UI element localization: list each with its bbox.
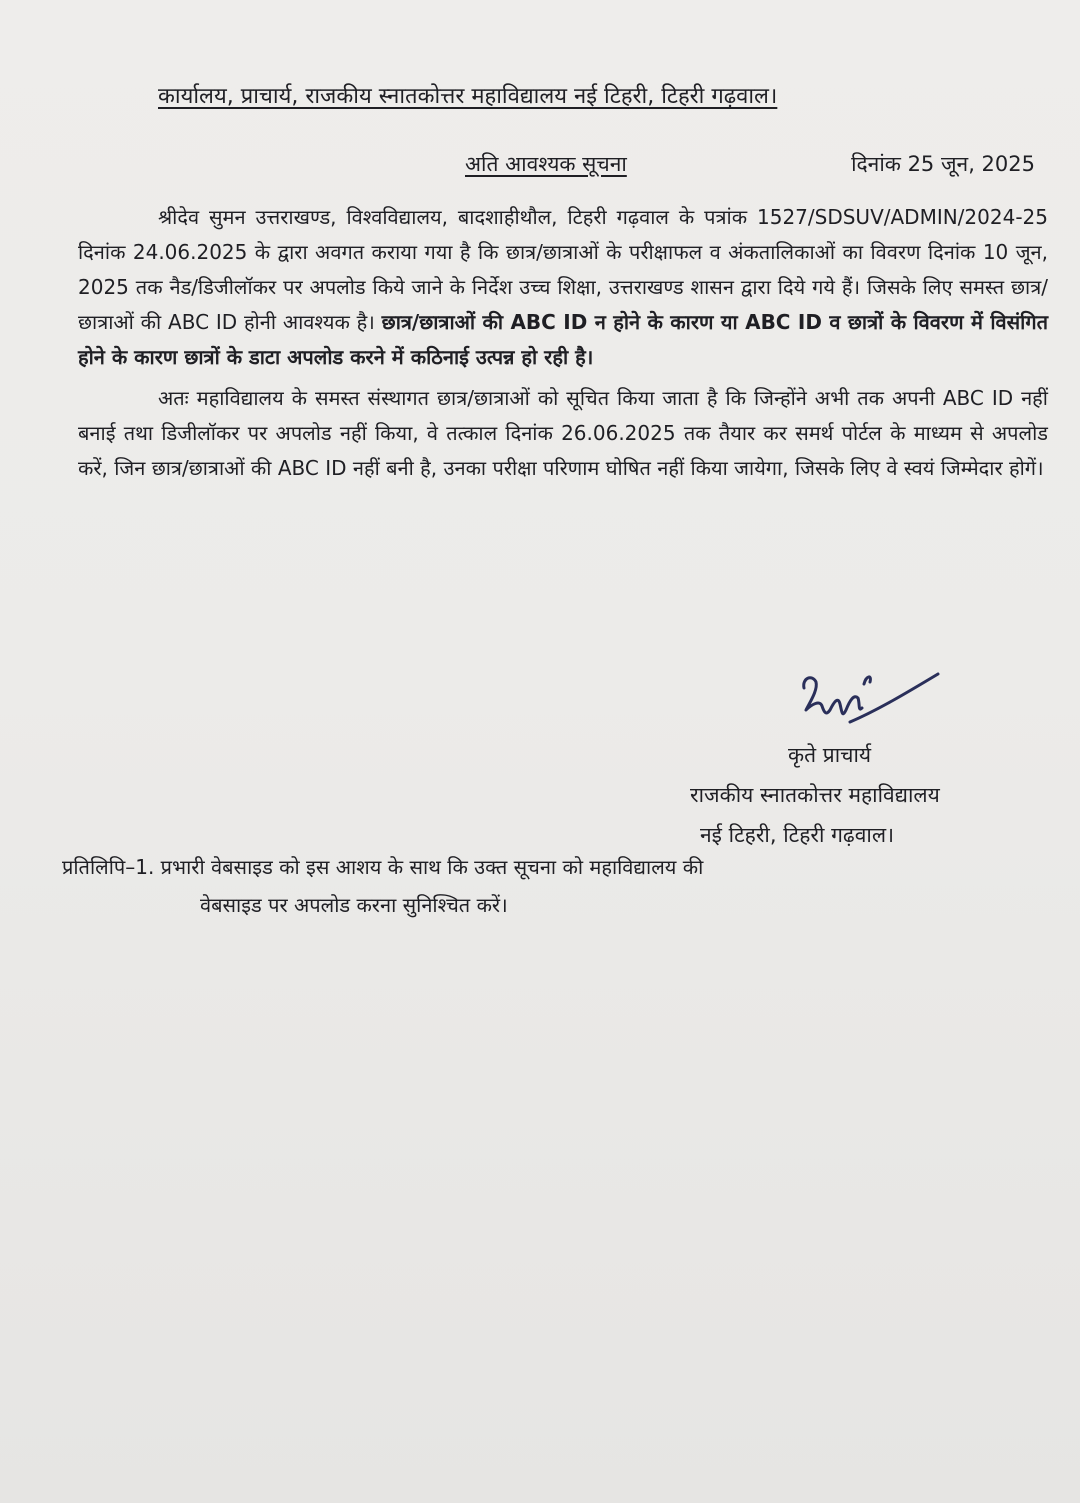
notice-subject: अति आवश्यक सूचना xyxy=(465,152,627,176)
copy-to-section xyxy=(62,848,1032,924)
copy-to-line-2: वेबसाइड पर अपलोड करना सुनिश्चित करें। xyxy=(200,893,508,917)
notice-date: दिनांक 25 जून, 2025 xyxy=(851,152,1035,176)
signatory-block xyxy=(690,735,1040,855)
body-paragraph-1-text: श्रीदेव सुमन उत्तराखण्ड, विश्वविद्यालय, बादशाहीथौल, टिहरी गढ़वाल के पत्रांक 1527/SDSUV/ADMIN/2024-25 दिनांक 24.06.2025 के द्वारा अवगत कराया गया है कि छात्र/छात्राओं के परीक्षाफल व अंकतालिकाओं का विवरण दिनांक 10 जून, 2025 तक नैड/डिजीलॉकर पर अपलोड किये जाने के निर्देश उच्च शिक्षा, उत्तराखण्ड शासन द्वारा दिये गये हैं। जिसके लिए समस्त छात्र/छात्राओं की ABC ID होनी आवश्यक है। xyxy=(78,205,1048,334)
body-paragraph-1-bold-text: छात्र/छात्राओं की ABC ID न होने के कारण या ABC ID व छात्रों के विवरण में विसंगित होने के कारण छात्रों के डाटा अपलोड करने में कठिनाई उत्पन्न हो रही है। xyxy=(78,310,1048,369)
signatory-location: नई टिहरी, टिहरी गढ़वाल। xyxy=(700,823,895,847)
signatory-institution: राजकीय स्नातकोत्तर महाविद्यालय xyxy=(690,783,940,807)
copy-to-line-1: प्रतिलिपि–1. प्रभारी वेबसाइड को इस आशय के साथ कि उक्त सूचना को महाविद्यालय की xyxy=(62,855,704,879)
body-paragraph-2: अतः महाविद्यालय के समस्त संस्थागत छात्र/छात्राओं को सूचित किया जाता है कि जिन्होंने अभी तक अपनी ABC ID नहीं बनाई तथा डिजीलॉकर पर अपलोड नहीं किया, वे तत्काल दिनांक 26.06.2025 तक तैयार कर समर्थ पोर्टल के माध्यम से अपलोड करें, जिन छात्र/छात्राओं की ABC ID नहीं बनी है, उनका परीक्षा परिणाम घोषित नहीं किया जायेगा, जिसके लिए वे स्वयं जिम्मेदार होगें। xyxy=(78,386,1048,480)
signatory-title: कृते प्राचार्य xyxy=(788,743,872,767)
notice-body xyxy=(78,200,1048,486)
subject-date-row xyxy=(465,150,1035,178)
office-header: कार्यालय, प्राचार्य, राजकीय स्नातकोत्तर महाविद्यालय नई टिहरी, टिहरी गढ़वाल। xyxy=(158,84,778,109)
body-paragraph-1 xyxy=(78,200,1048,375)
handwritten-signature xyxy=(798,666,948,736)
